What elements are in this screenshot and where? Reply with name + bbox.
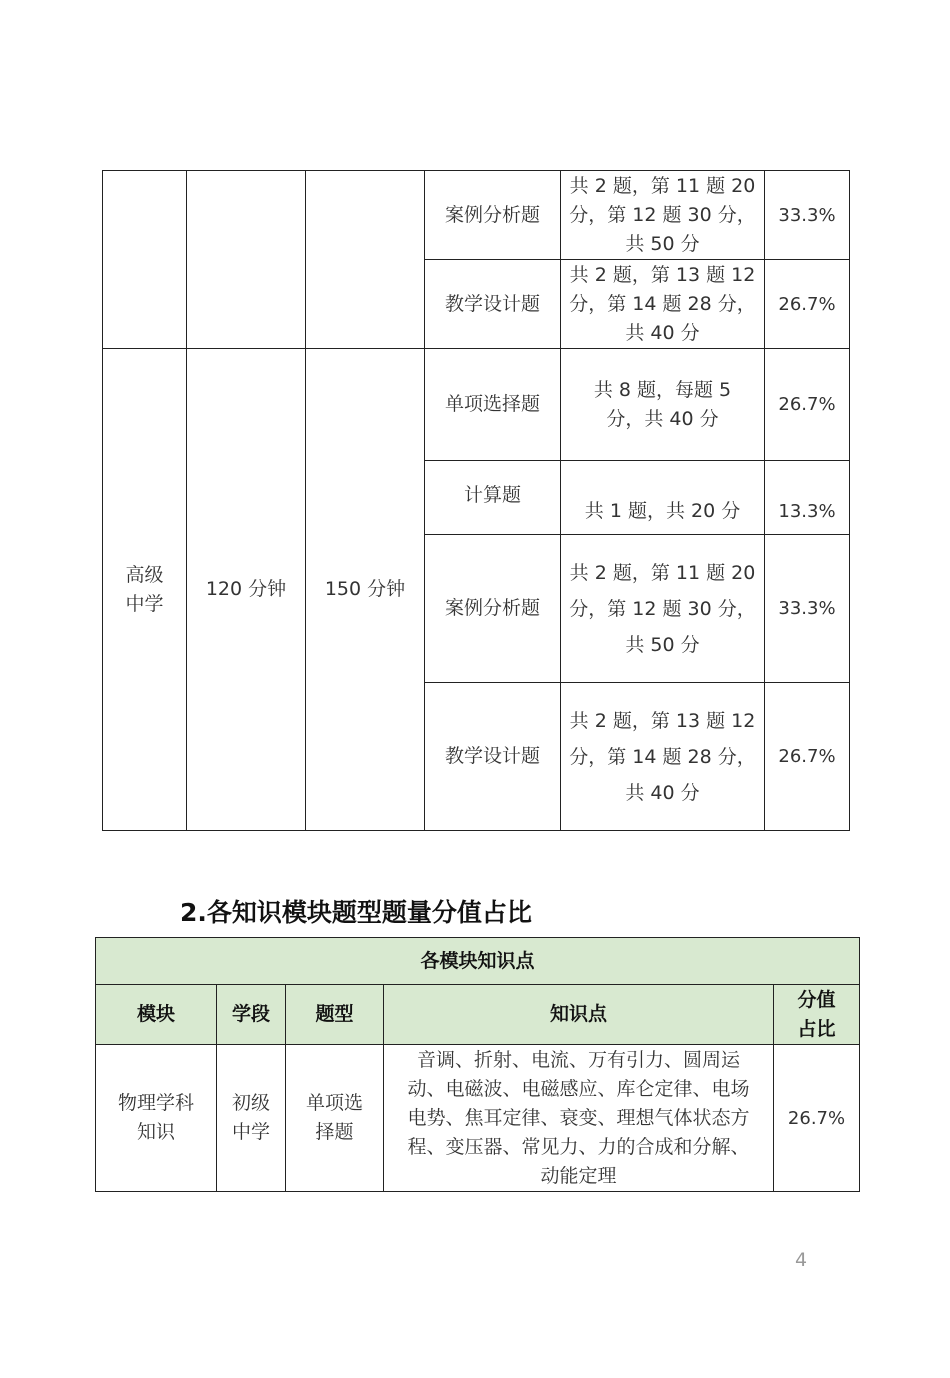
- type-cell: 单项选择题: [286, 1045, 384, 1192]
- school-level: 高级中学: [103, 349, 187, 831]
- section-heading: 2.各知识模块题型题量分值占比: [180, 898, 532, 927]
- column-header: 知识点: [384, 985, 774, 1045]
- score-percent: 33.3%: [765, 171, 850, 260]
- knowledge-points-cell: 音调、折射、电流、万有引力、圆周运动、电磁波、电磁感应、库仑定律、电场电势、焦耳定律、衰变、理想气体状态方程、变压器、常见力、力的合成和分解、动能定理: [384, 1045, 774, 1192]
- question-type: 教学设计题: [425, 683, 561, 831]
- question-desc: 共 8 题，每题 5 分，共 40 分: [561, 349, 765, 461]
- column-header: 分值占比: [774, 985, 860, 1045]
- table-caption: 各模块知识点: [96, 938, 860, 985]
- exam-score: 150 分钟: [306, 349, 425, 831]
- page-number: 4: [795, 1249, 808, 1271]
- question-desc: 共 2 题，第 13 题 12 分，第 14 题 28 分，共 40 分: [561, 260, 765, 349]
- question-desc: 共 2 题，第 11 题 20 分，第 12 题 30 分，共 50 分: [561, 535, 765, 683]
- score-percent: 33.3%: [765, 535, 850, 683]
- exam-duration: 120 分钟: [187, 349, 306, 831]
- question-type: 教学设计题: [425, 260, 561, 349]
- exam-structure-table: [102, 170, 850, 831]
- table-row: [103, 171, 850, 260]
- score-percent: 26.7%: [765, 683, 850, 831]
- table-caption-row: [96, 938, 860, 985]
- duration-cell-empty: [187, 171, 306, 349]
- score-percent: 13.3%: [765, 461, 850, 535]
- table-row: [103, 349, 850, 461]
- knowledge-module-table: [95, 937, 860, 1192]
- score-percent: 26.7%: [765, 349, 850, 461]
- question-desc: 共 1 题，共 20 分: [561, 461, 765, 535]
- table-header-row: [96, 985, 860, 1045]
- question-type: 案例分析题: [425, 535, 561, 683]
- table-row: [96, 1045, 860, 1192]
- column-header: 模块: [96, 985, 217, 1045]
- level-cell-empty: [103, 171, 187, 349]
- score-cell-empty: [306, 171, 425, 349]
- question-type: 计算题: [425, 461, 561, 535]
- question-type: 案例分析题: [425, 171, 561, 260]
- question-type: 单项选择题: [425, 349, 561, 461]
- column-header: 题型: [286, 985, 384, 1045]
- score-percent: 26.7%: [774, 1045, 860, 1192]
- score-percent: 26.7%: [765, 260, 850, 349]
- question-desc: 共 2 题，第 13 题 12 分，第 14 题 28 分，共 40 分: [561, 683, 765, 831]
- question-desc: 共 2 题，第 11 题 20 分，第 12 题 30 分，共 50 分: [561, 171, 765, 260]
- module-cell: 物理学科知识: [96, 1045, 217, 1192]
- column-header: 学段: [217, 985, 286, 1045]
- stage-cell: 初级中学: [217, 1045, 286, 1192]
